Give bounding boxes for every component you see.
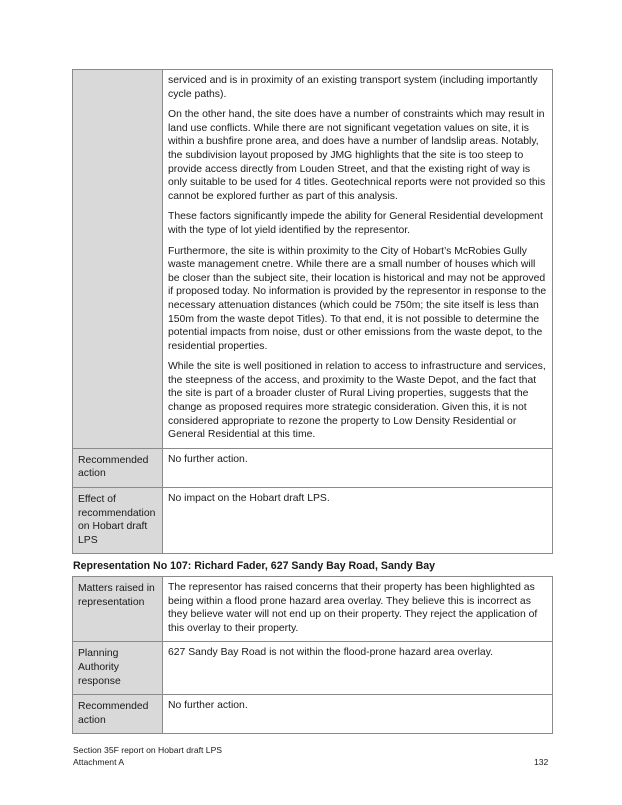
table-row (73, 642, 553, 695)
table-row (73, 577, 553, 642)
analysis-paragraph: These factors significantly impede the ability for General Residential development with the type of lot yield identified by the representor. (168, 211, 543, 236)
footer-attachment: Attachment A (73, 757, 125, 767)
footer-report-title: Section 35F report on Hobart draft LPS (73, 745, 223, 755)
empty-label-cell (73, 70, 163, 449)
analysis-paragraph: While the site is well positioned in relation to access to infrastructure and services, the steepness of the access, and proximity to the Waste Depot, and the fact that the site is part of a broader cluster of Rural Living properties, suggests that the change as proposed requires more strategic consideration. Given this, it is not considered appropriate to rezone the property to Low Density Residential or General Residential at this time. (168, 361, 546, 441)
table-row (73, 70, 553, 449)
analysis-paragraph: serviced and is in proximity of an existing transport system (including importantly cycle paths). (168, 75, 538, 100)
table-row (73, 488, 553, 554)
table-row (73, 448, 553, 487)
representation-table (72, 576, 553, 734)
recommended-action-label: Recommended action (73, 448, 163, 487)
analysis-cell (163, 70, 553, 449)
response-label: Planning Authority response (73, 642, 163, 695)
matters-label: Matters raised in representation (73, 577, 163, 642)
matters-value: The representor has raised concerns that their property has been highlighted as being within a flood prone hazard area overlay. They believe this is incorrect as they believe water will not end up on their property. They reject the application of this overlay to their property. (163, 577, 553, 642)
effect-value: No impact on the Hobart draft LPS. (163, 488, 553, 554)
representation-heading: Representation No 107: Richard Fader, 627 Sandy Bay Road, Sandy Bay (73, 560, 436, 572)
table-row (73, 695, 553, 734)
analysis-paragraph: On the other hand, the site does have a number of constraints which may result in land use conflicts. While there are not significant vegetation values on site, it is within a bushfire prone area, and does have a number of landslip areas. Notably, the subdivision layout proposed by JMG highlights that the site is too steep to provide access directly from Louden Street, and that the existing right of way is only suitable to be used for 4 titles. Geotechnical reports were not provided so this cannot be explored further as part of this analysis. (168, 109, 546, 202)
page-number: 132 (534, 757, 549, 767)
effect-label: Effect of recommendation on Hobart draft LPS (73, 488, 163, 554)
continuation-table (72, 69, 553, 554)
response-value: 627 Sandy Bay Road is not within the flood-prone hazard area overlay. (163, 642, 553, 695)
action-label: Recommended action (73, 695, 163, 734)
recommended-action-value: No further action. (163, 448, 553, 487)
action-value: No further action. (163, 695, 553, 734)
analysis-paragraph: Furthermore, the site is within proximity to the City of Hobart’s McRobies Gully waste management cnetre. While there are a small number of houses which will be closer than the subject site, their location is historical and may not be approved if proposed today. No information is provided by the representor in response to the necessary attenuation distances (which could be 750m; the site itself is less than 150m from the waste depot Titles). To that end, it is not possible to determine the potential impacts from noise, dust or other emissions from the waste depot, to the residential properties. (168, 245, 547, 352)
